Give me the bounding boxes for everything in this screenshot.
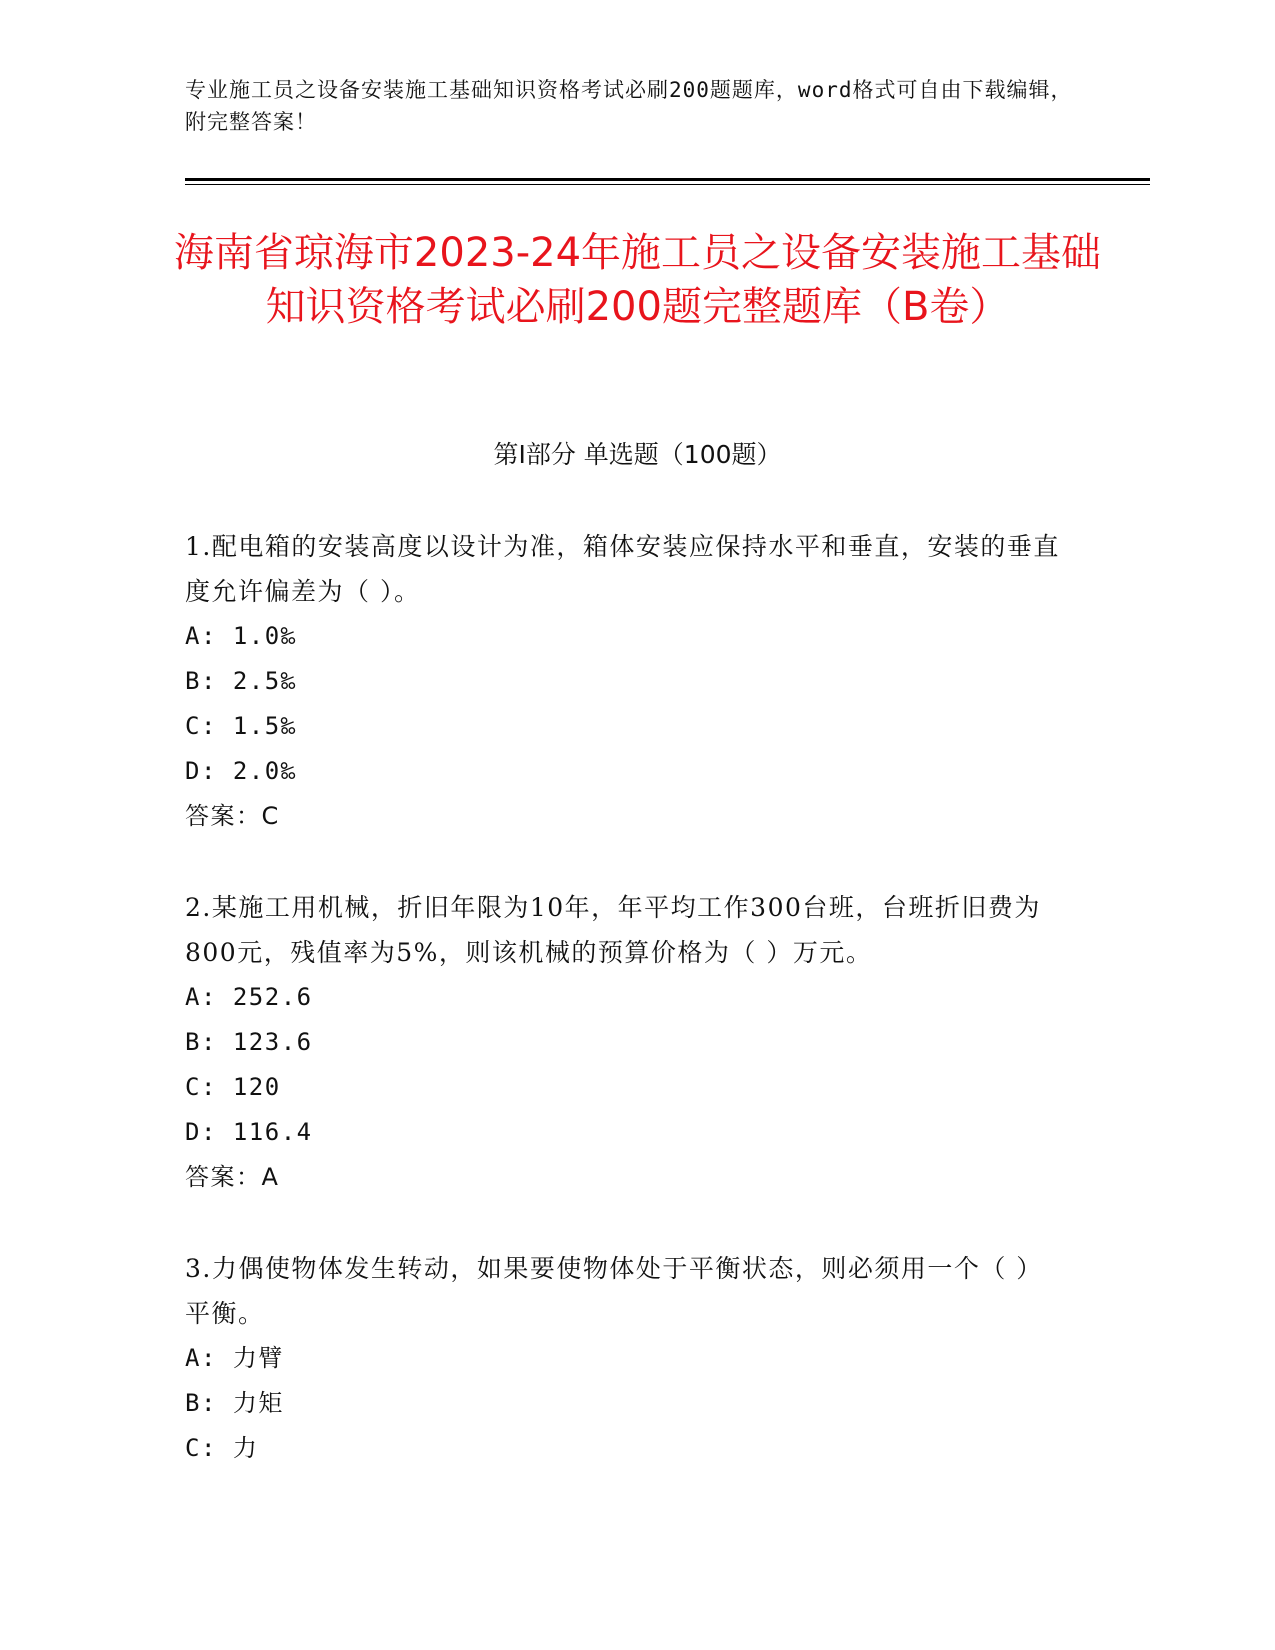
option-b: B: 123.6 [185,1028,313,1056]
option-b: B: 2.5‰ [185,667,297,695]
header-divider-thin [185,184,1150,185]
question-3 [185,1246,1065,1471]
option-a: A: 252.6 [185,983,313,1011]
section-title: 第Ⅰ部分 单选题（100题） [493,440,782,469]
question-stem: 2.某施工用机械，折旧年限为10年，年平均工作300台班，台班折旧费为800元，残值率为5%，则该机械的预算价格为（ ）万元。 [185,893,1041,967]
option-d: D: 116.4 [185,1118,313,1146]
option-a: A: 1.0‰ [185,622,297,650]
option-d: D: 2.0‰ [185,757,297,785]
option-c: C: 120 [185,1073,281,1101]
answer: 答案：A [185,1163,280,1191]
header-divider [185,178,1150,181]
question-2 [185,885,1065,1200]
answer: 答案：C [185,802,280,830]
question-stem: 3.力偶使物体发生转动，如果要使物体处于平衡状态，则必须用一个（ ）平衡。 [185,1254,1043,1328]
option-c: C: 1.5‰ [185,712,297,740]
question-stem: 1.配电箱的安装高度以设计为准，箱体安装应保持水平和垂直，安装的垂直度允许偏差为（ ）。 [185,532,1060,606]
header-note: 专业施工员之设备安装施工基础知识资格考试必刷200题题库，word格式可自由下载编辑，附完整答案！ [185,78,1073,134]
option-a: A: 力臂 [185,1344,284,1372]
option-b: B: 力矩 [185,1389,284,1417]
document-title: 海南省琼海市2023-24年施工员之设备安装施工基础知识资格考试必刷200题完整题库（B卷） [173,230,1102,330]
option-c: C: 力 [185,1434,259,1462]
question-1 [185,524,1065,839]
